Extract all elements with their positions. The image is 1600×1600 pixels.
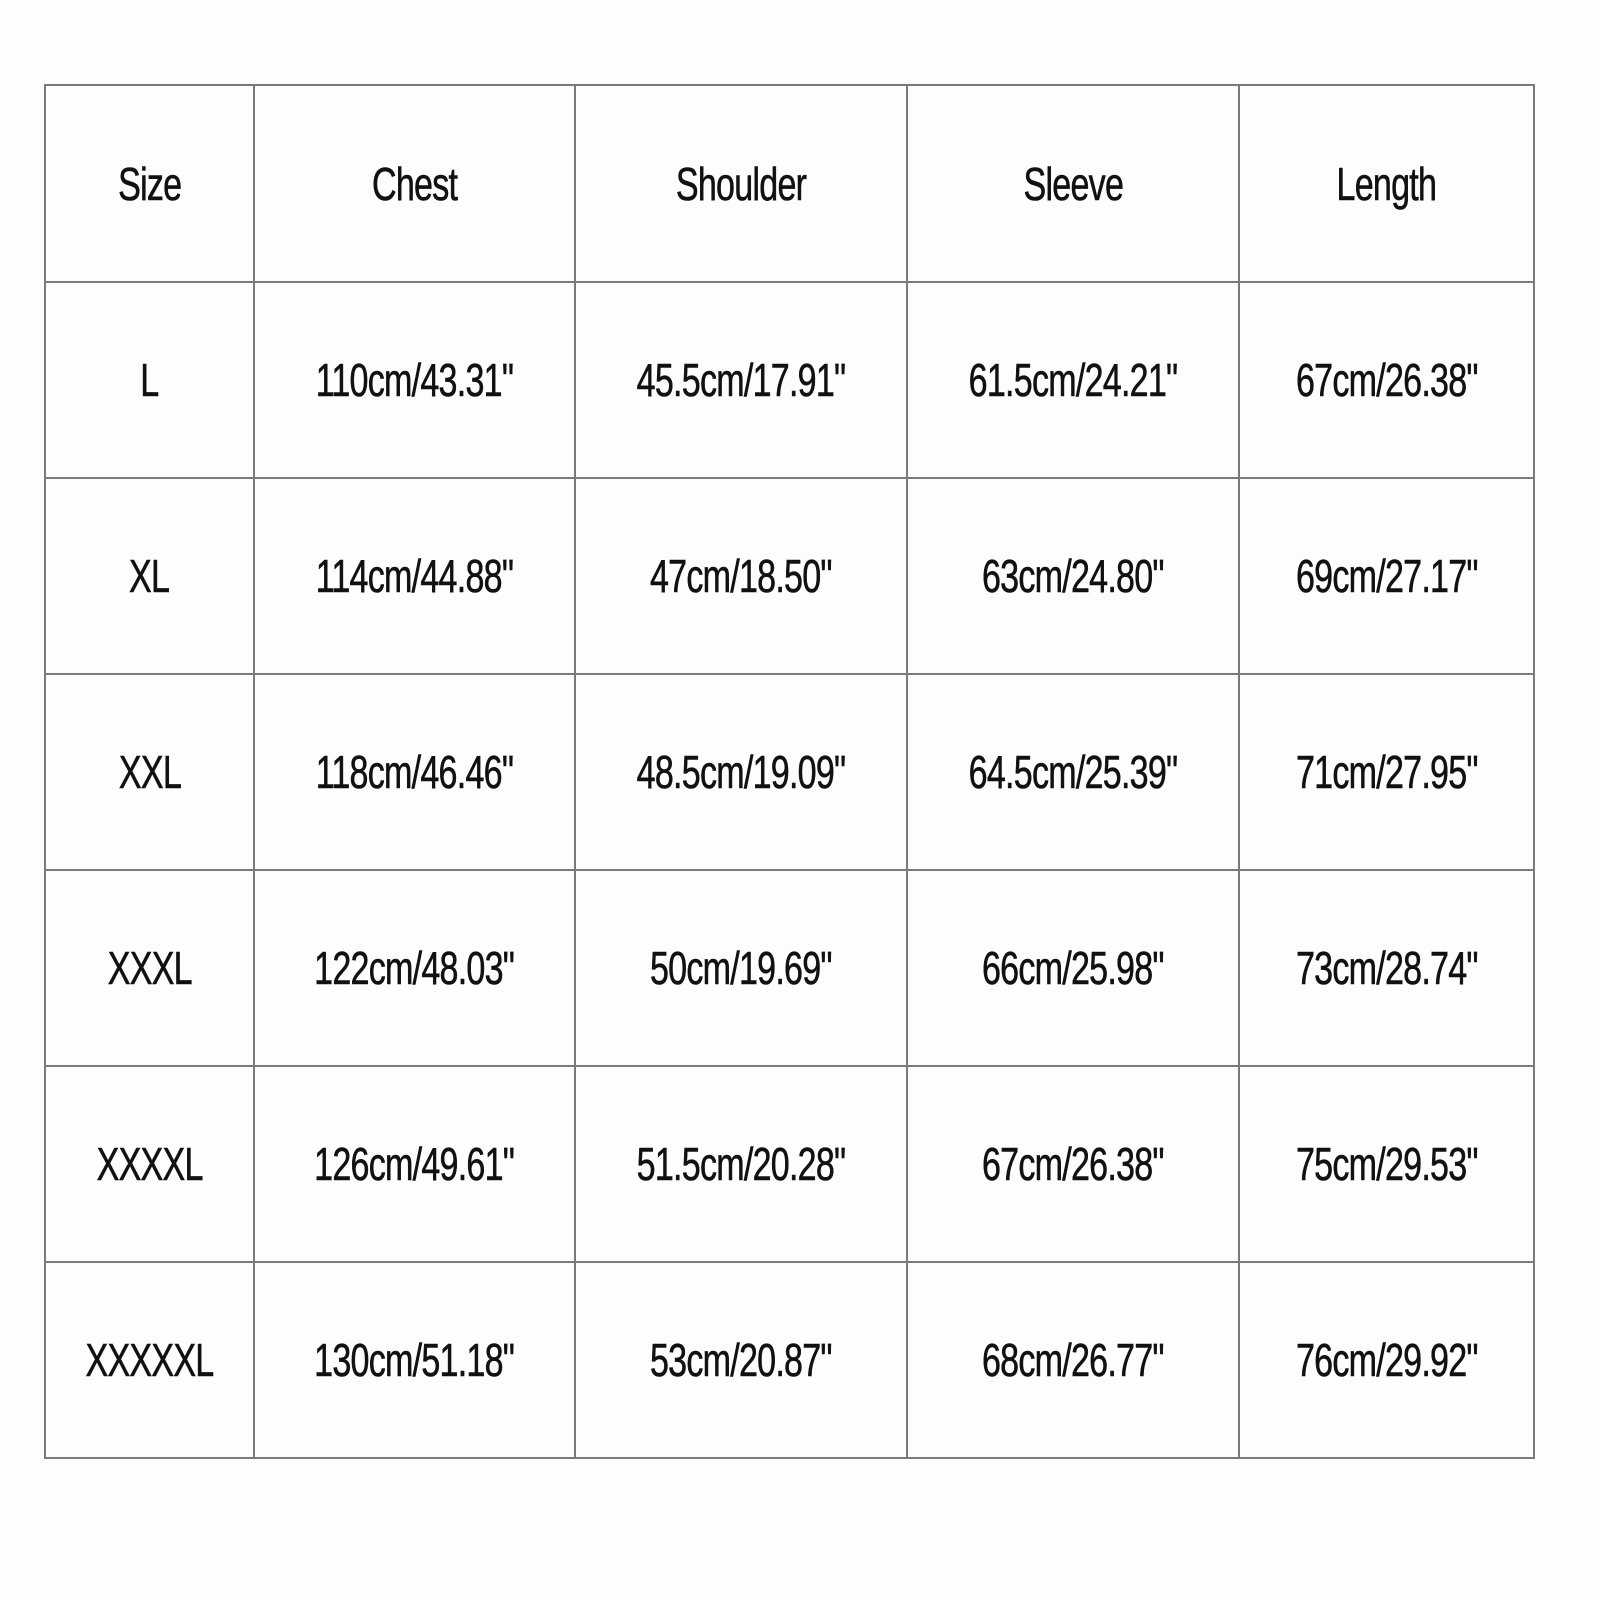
size-chart-table [44, 84, 1535, 1459]
cell-sleeve [907, 1262, 1239, 1458]
header-label: Length [1336, 157, 1437, 210]
cell-chest [254, 1066, 575, 1262]
cell-length [1239, 1262, 1534, 1458]
cell-value: 68cm/26.77" [982, 1334, 1164, 1386]
cell-value: 45.5cm/17.91" [636, 354, 846, 406]
cell-shoulder [575, 1262, 907, 1458]
cell-size [45, 1262, 254, 1458]
header-label: Shoulder [675, 157, 807, 210]
cell-length [1239, 1066, 1534, 1262]
cell-size [45, 674, 254, 870]
cell-shoulder [575, 478, 907, 674]
header-shoulder [575, 85, 907, 282]
header-chest [254, 85, 575, 282]
cell-chest [254, 282, 575, 478]
table-row [45, 1262, 1534, 1458]
table-row [45, 870, 1534, 1066]
cell-value: 110cm/43.31" [315, 354, 514, 406]
cell-chest [254, 870, 575, 1066]
cell-shoulder [575, 870, 907, 1066]
cell-sleeve [907, 1066, 1239, 1262]
cell-value: L [140, 354, 159, 406]
cell-size [45, 1066, 254, 1262]
cell-value: 53cm/20.87" [650, 1334, 832, 1386]
table-row [45, 478, 1534, 674]
cell-value: 48.5cm/19.09" [636, 746, 846, 798]
header-length [1239, 85, 1534, 282]
cell-chest [254, 1262, 575, 1458]
cell-length [1239, 870, 1534, 1066]
cell-value: 67cm/26.38" [982, 1138, 1164, 1190]
cell-value: 67cm/26.38" [1295, 354, 1478, 406]
cell-value: 118cm/46.46" [315, 746, 514, 798]
header-label: Chest [371, 157, 458, 210]
cell-value: 114cm/44.88" [315, 550, 514, 602]
table-row [45, 674, 1534, 870]
cell-value: 122cm/48.03" [314, 942, 515, 994]
cell-shoulder [575, 674, 907, 870]
cell-length [1239, 282, 1534, 478]
cell-chest [254, 478, 575, 674]
header-size [45, 85, 254, 282]
cell-length [1239, 478, 1534, 674]
cell-value: XXXXL [96, 1138, 203, 1190]
cell-sleeve [907, 674, 1239, 870]
cell-sleeve [907, 478, 1239, 674]
table-row [45, 1066, 1534, 1262]
cell-value: 66cm/25.98" [982, 942, 1164, 994]
header-sleeve [907, 85, 1239, 282]
cell-value: 51.5cm/20.28" [636, 1138, 846, 1190]
cell-value: 61.5cm/24.21" [968, 354, 1178, 406]
header-label: Size [117, 157, 182, 210]
cell-shoulder [575, 1066, 907, 1262]
cell-value: XL [129, 550, 170, 602]
cell-sleeve [907, 870, 1239, 1066]
cell-value: 71cm/27.95" [1295, 746, 1478, 798]
cell-value: 75cm/29.53" [1295, 1138, 1478, 1190]
cell-value: XXXXXL [85, 1334, 214, 1386]
table-row [45, 282, 1534, 478]
cell-size [45, 478, 254, 674]
cell-value: 76cm/29.92" [1295, 1334, 1478, 1386]
cell-value: 73cm/28.74" [1295, 942, 1478, 994]
cell-value: 64.5cm/25.39" [968, 746, 1178, 798]
cell-size [45, 870, 254, 1066]
cell-size [45, 282, 254, 478]
cell-value: XXL [118, 746, 181, 798]
cell-shoulder [575, 282, 907, 478]
cell-sleeve [907, 282, 1239, 478]
cell-value: 50cm/19.69" [650, 942, 832, 994]
header-row [45, 85, 1534, 282]
cell-chest [254, 674, 575, 870]
cell-value: 63cm/24.80" [982, 550, 1164, 602]
cell-value: 69cm/27.17" [1295, 550, 1478, 602]
header-label: Sleeve [1023, 157, 1123, 210]
cell-value: XXXL [107, 942, 192, 994]
cell-length [1239, 674, 1534, 870]
cell-value: 47cm/18.50" [650, 550, 832, 602]
cell-value: 126cm/49.61" [314, 1138, 515, 1190]
cell-value: 130cm/51.18" [314, 1334, 515, 1386]
